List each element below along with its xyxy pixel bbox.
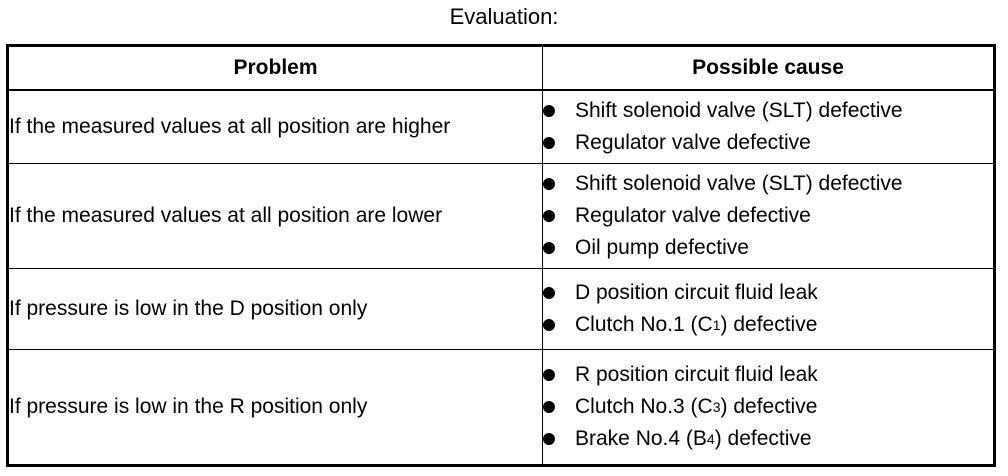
cause-text: Shift solenoid valve (SLT) defective	[575, 172, 903, 195]
cause-item	[543, 168, 993, 200]
cause-item	[543, 423, 993, 455]
bullet-icon	[543, 401, 555, 413]
problem-cell: If the measured values at all position are lower	[8, 164, 543, 269]
table-row	[8, 164, 995, 269]
bullet-icon	[543, 137, 555, 149]
bullet-icon	[543, 105, 555, 117]
cause-item	[543, 232, 993, 264]
cause-text-pre: Brake No.4 (B	[575, 427, 707, 450]
cause-text-pre: Clutch No.1 (C	[575, 313, 713, 336]
cause-item	[543, 391, 993, 423]
cause-item	[543, 277, 993, 309]
bullet-icon	[543, 433, 555, 445]
cause-cell	[543, 164, 995, 269]
cause-text: Regulator valve defective	[575, 204, 811, 227]
cause-text: R position circuit fluid leak	[575, 363, 818, 386]
evaluation-table	[6, 44, 996, 467]
cause-text-post: ) defective	[720, 395, 818, 418]
cause-text-post: ) defective	[714, 427, 812, 450]
cause-list	[543, 168, 993, 264]
cause-text: Oil pump defective	[575, 236, 749, 259]
cause-item	[543, 200, 993, 232]
page-title: Evaluation:	[449, 4, 559, 29]
cause-list	[543, 277, 993, 341]
cause-list	[543, 359, 993, 455]
cause-item	[543, 127, 993, 159]
cause-item	[543, 359, 993, 391]
cause-item	[543, 95, 993, 127]
cause-subscript: 1	[712, 317, 721, 333]
cause-subscript: 4	[706, 431, 715, 447]
table-row	[8, 269, 995, 350]
problem-cell: If pressure is low in the D position only	[8, 269, 543, 350]
problem-cell: If pressure is low in the R position only	[8, 350, 543, 466]
cause-cell	[543, 90, 995, 164]
cause-text: D position circuit fluid leak	[575, 281, 818, 304]
bullet-icon	[543, 210, 555, 222]
cause-text: Regulator valve defective	[575, 131, 811, 154]
cause-subscript: 3	[712, 399, 721, 415]
table-row	[8, 350, 995, 466]
bullet-icon	[543, 242, 555, 254]
bullet-icon	[543, 287, 555, 299]
table-row	[8, 90, 995, 164]
header-problem: Problem	[8, 46, 543, 91]
cause-text: Shift solenoid valve (SLT) defective	[575, 99, 903, 122]
cause-text-post: ) defective	[720, 313, 818, 336]
cause-text-pre: Clutch No.3 (C	[575, 395, 713, 418]
cause-item	[543, 309, 993, 341]
cause-list	[543, 95, 993, 159]
table-header-row	[8, 46, 995, 91]
cause-cell	[543, 350, 995, 466]
bullet-icon	[543, 319, 555, 331]
bullet-icon	[543, 369, 555, 381]
bullet-icon	[543, 178, 555, 190]
problem-cell: If the measured values at all position are higher	[8, 90, 543, 164]
cause-cell	[543, 269, 995, 350]
header-possible-cause: Possible cause	[543, 46, 995, 91]
